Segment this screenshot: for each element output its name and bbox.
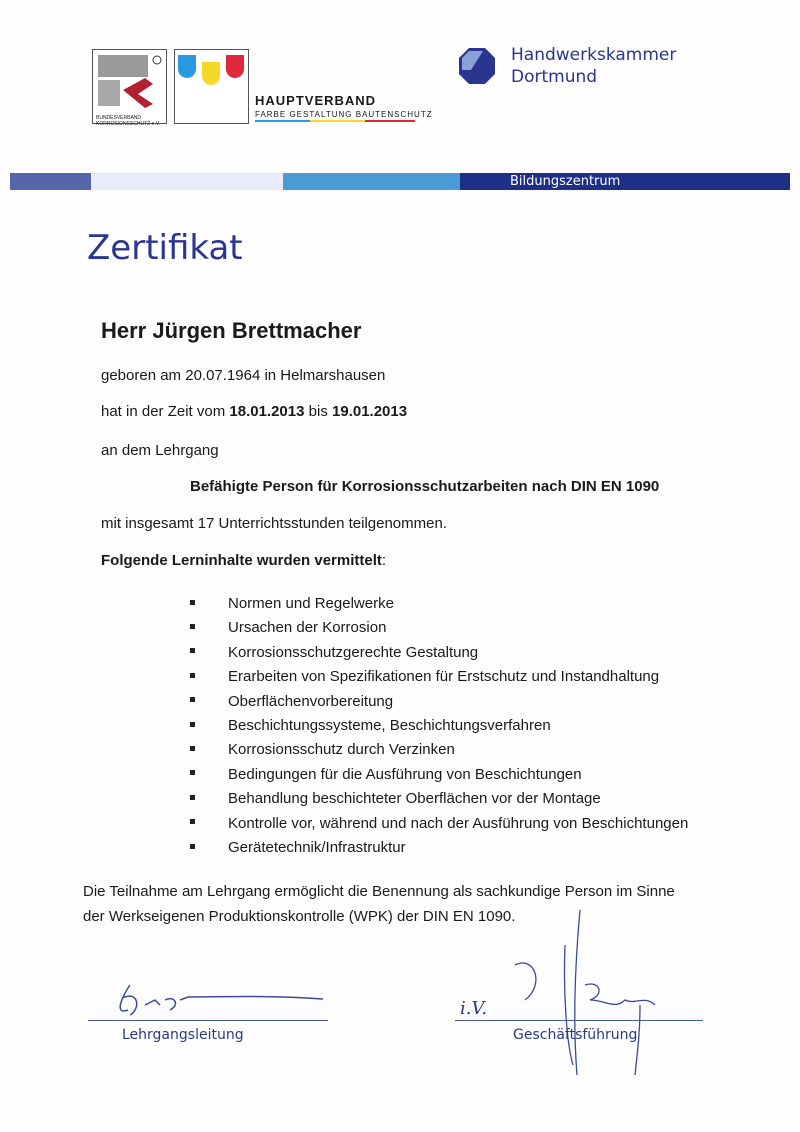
page-title: Zertifikat: [87, 228, 243, 268]
hauptverband-logo: [174, 49, 249, 124]
list-item-text: Gerätetechnik/Infrastruktur: [228, 839, 406, 856]
bullet-icon: [190, 673, 195, 678]
bullet-icon: [190, 697, 195, 702]
bullet-icon: [190, 746, 195, 751]
list-item: [190, 619, 386, 636]
hours: mit insgesamt 17 Unterrichtsstunden teilgenommen.: [101, 515, 447, 532]
list-item: [190, 741, 455, 758]
bullet-icon: [190, 648, 195, 653]
iv-prefix: i.V.: [460, 998, 488, 1019]
bvk-mark-icon: [93, 50, 166, 110]
bvk-text: BUNDESVERBAND KORROSIONSSCHUTZ e.V.: [96, 115, 160, 127]
list-item: [190, 790, 601, 807]
list-item-text: Kontrolle vor, während und nach der Ausführung von Beschichtungen: [228, 814, 689, 832]
bvk-logo: [92, 49, 167, 127]
hwk-name-line1: Handwerkskammer: [511, 45, 677, 65]
shields-icon: [175, 50, 248, 90]
hauptverband-subtitle: FARBE GESTALTUNG BAUTENSCHUTZ: [255, 110, 433, 119]
course-name: Befähigte Person für Korrosionsschutzarbeiten nach DIN EN 1090: [190, 478, 660, 495]
bullet-icon: [190, 795, 195, 800]
list-item: [190, 595, 394, 612]
bullet-icon: [190, 770, 195, 775]
list-item-text: Korrosionsschutz durch Verzinken: [228, 741, 455, 759]
bullet-icon: [190, 819, 195, 824]
signature-left: [100, 980, 330, 1025]
bullet-icon: [190, 624, 195, 629]
right-signature-label: Geschäftsführung: [513, 1027, 638, 1043]
list-item: [190, 693, 393, 710]
hauptverband-title: HAUPTVERBAND: [255, 93, 377, 108]
bullet-icon: [190, 844, 195, 849]
list-item: [190, 766, 582, 783]
period: hat in der Zeit vom 18.01.2013 bis 19.01.2013: [101, 403, 408, 420]
list-item-text: Beschichtungssysteme, Beschichtungsverfahren: [228, 717, 551, 734]
footer-line2: der Werkseigenen Produktionskontrolle (WPK) der DIN EN 1090.: [83, 908, 516, 925]
list-item-text: Erarbeiten von Spezifikationen für Erstschutz und Instandhaltung: [228, 668, 660, 686]
left-signature-label: Lehrgangsleitung: [122, 1027, 244, 1043]
hwk-name-line2: Dortmund: [511, 67, 598, 87]
footer-line1: Die Teilnahme am Lehrgang ermöglicht die Benennung als sachkundige Person im Sinne: [83, 883, 675, 900]
list-item-text: Bedingungen für die Ausführung von Beschichtungen: [228, 765, 582, 783]
list-item: [190, 668, 659, 685]
signature-right: [455, 905, 685, 1080]
birth-info: geboren am 20.07.1964 in Helmarshausen: [101, 367, 386, 384]
bullet-icon: [190, 722, 195, 727]
list-item-text: Normen und Regelwerke: [228, 595, 394, 612]
list-item: [190, 815, 688, 832]
bildungszentrum-band: [460, 173, 790, 190]
recipient-name: Herr Jürgen Brettmacher: [101, 318, 362, 343]
course-intro: an dem Lehrgang: [101, 442, 219, 459]
list-item-text: Oberflächenvorbereitung: [228, 692, 394, 710]
list-item-text: Ursachen der Korrosion: [228, 619, 387, 637]
hwk-logo-icon: [459, 48, 495, 84]
list-item: [190, 717, 551, 734]
band-label: Bildungszentrum: [510, 174, 621, 189]
contents-heading: Folgende Lerninhalte wurden vermittelt:: [101, 552, 387, 569]
list-item-text: Behandlung beschichteter Oberflächen vor der Montage: [228, 790, 601, 808]
list-item: [190, 839, 406, 856]
list-item-text: Korrosionsschutzgerechte Gestaltung: [228, 643, 479, 661]
bullet-icon: [190, 600, 195, 605]
list-item: [190, 644, 478, 661]
